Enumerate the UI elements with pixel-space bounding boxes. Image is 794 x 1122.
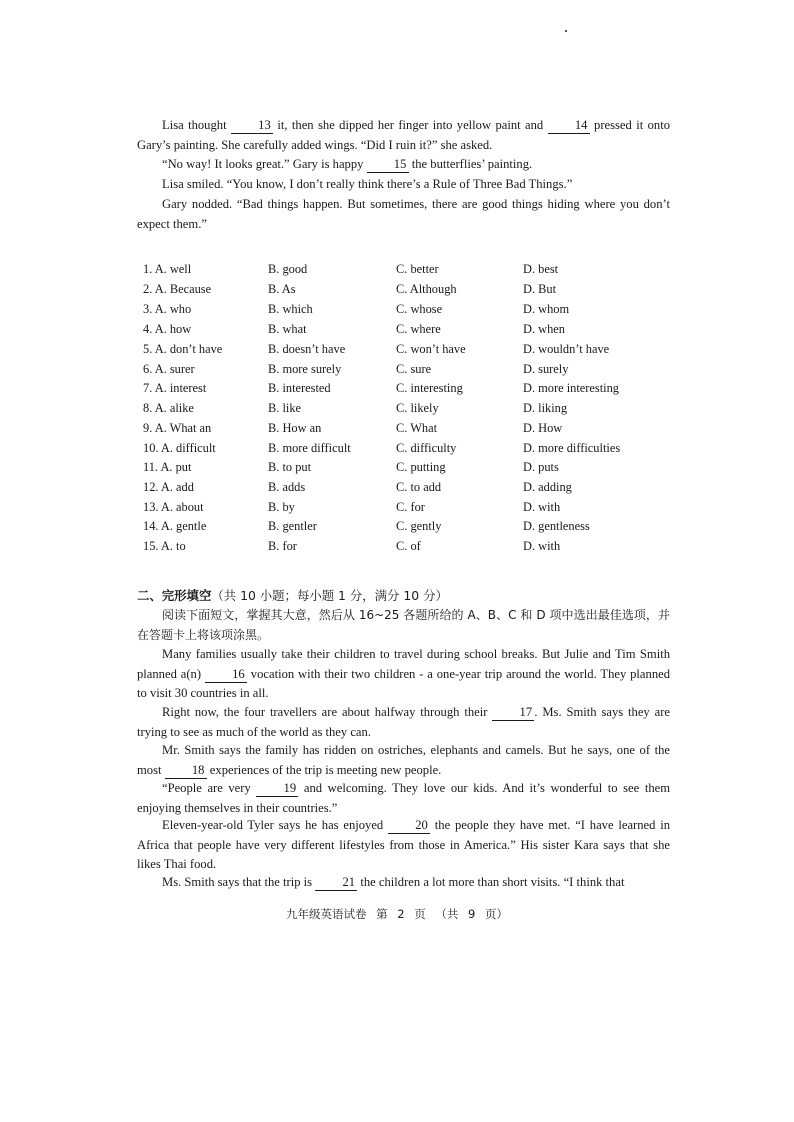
option-row — [143, 460, 683, 480]
option-b: B. doesn’t have — [268, 342, 346, 356]
blank-16: 16 — [205, 667, 247, 683]
blank-19: 19 — [256, 781, 298, 797]
option-a: 11. A. put — [143, 460, 192, 474]
passage-paragraph-4: “People are very 19 and welcoming. They love our kids. And it’s wonderful to see them enjoying themselves in their countries.” — [137, 781, 670, 815]
option-c: C. What — [396, 421, 438, 435]
option-d: D. whom — [523, 302, 570, 316]
option-row — [143, 441, 683, 461]
option-d: D. with — [523, 500, 561, 514]
option-a: 6. A. surer — [143, 362, 195, 376]
option-d: D. wouldn’t have — [523, 342, 610, 356]
option-c: C. Although — [396, 282, 457, 296]
option-row — [143, 322, 683, 342]
section-heading — [137, 586, 448, 604]
option-d: D. more interesting — [523, 381, 620, 395]
option-a: 1. A. well — [143, 262, 192, 276]
option-d: D. But — [523, 282, 557, 296]
option-c: C. putting — [396, 460, 446, 474]
option-c: C. to add — [396, 480, 442, 494]
option-b: B. gentler — [268, 519, 317, 533]
option-a: 4. A. how — [143, 322, 192, 336]
scan-speck — [565, 30, 567, 32]
option-c: C. where — [396, 322, 441, 336]
option-row — [143, 262, 683, 282]
option-d: D. surely — [523, 362, 569, 376]
option-b: B. by — [268, 500, 295, 514]
option-b: B. good — [268, 262, 308, 276]
option-a: 12. A. add — [143, 480, 194, 494]
option-c: C. of — [396, 539, 421, 553]
blank-20: 20 — [388, 818, 430, 834]
blank-18: 18 — [165, 763, 207, 779]
option-c: C. won’t have — [396, 342, 466, 356]
option-d: D. more difficulties — [523, 441, 621, 455]
option-a: 9. A. What an — [143, 421, 212, 435]
option-d: D. when — [523, 322, 565, 336]
option-row — [143, 500, 683, 520]
story-paragraph-2: “No way! It looks great.” Gary is happy 15 the butterflies’ painting. — [162, 157, 533, 171]
option-c: C. difficulty — [396, 441, 457, 455]
option-a: 10. A. difficult — [143, 441, 216, 455]
option-row — [143, 421, 683, 441]
option-row — [143, 282, 683, 302]
option-b: B. like — [268, 401, 302, 415]
option-c: C. likely — [396, 401, 439, 415]
option-c: C. for — [396, 500, 425, 514]
option-row — [143, 342, 683, 362]
section-title: 二、完形填空 — [137, 588, 212, 603]
page-number: 第 2 页 — [376, 907, 426, 921]
story-paragraph-1: Lisa thought 13 it, then she dipped her finger into yellow paint and 14 pressed it onto Gary’s painting. She carefully added wings. “Did I ruin it?” she asked. — [137, 118, 670, 152]
option-d: D. with — [523, 539, 561, 553]
blank-15: 15 — [367, 157, 409, 173]
story-paragraph-3: Lisa smiled. “You know, I don’t really think there’s a Rule of Three Bad Things.” — [162, 177, 573, 191]
option-b: B. adds — [268, 480, 306, 494]
option-row — [143, 401, 683, 421]
option-d: D. gentleness — [523, 519, 590, 533]
option-d: D. puts — [523, 460, 559, 474]
option-a: 14. A. gentle — [143, 519, 207, 533]
passage-paragraph-3: Mr. Smith says the family has ridden on ostriches, elephants and camels. But he says, one of the most 18 experiences of the trip is meeting new people. — [137, 743, 670, 777]
option-b: B. more surely — [268, 362, 342, 376]
option-c: C. gently — [396, 519, 442, 533]
option-b: B. How an — [268, 421, 322, 435]
option-d: D. liking — [523, 401, 568, 415]
option-b: B. for — [268, 539, 297, 553]
option-b: B. which — [268, 302, 313, 316]
option-a: 3. A. who — [143, 302, 192, 316]
blank-14: 14 — [548, 118, 590, 134]
option-d: D. How — [523, 421, 563, 435]
option-row — [143, 539, 683, 559]
passage-paragraph-5: Eleven-year-old Tyler says he has enjoyed 20 the people they have met. “I have learned in Africa that people have very different lifestyles from those in America.” His sister Kara says that she likes Thai food. — [137, 818, 670, 871]
passage-paragraph-2: Right now, the four travellers are about halfway through their 17 . Ms. Smith says they are trying to see as much of the world as they can. — [137, 705, 670, 739]
option-row — [143, 519, 683, 539]
option-b: B. more difficult — [268, 441, 351, 455]
option-a: 15. A. to — [143, 539, 186, 553]
section-note: （共 10 小题；每小题 1 分，满分 10 分） — [211, 588, 448, 603]
page-footer — [0, 906, 794, 922]
story-paragraph-4: Gary nodded. “Bad things happen. But sometimes, there are good things hiding where you don’t expect them.” — [137, 197, 670, 231]
passage-paragraph-6: Ms. Smith says that the trip is 21 the children a lot more than short visits. “I think that — [162, 875, 625, 889]
option-b: B. As — [268, 282, 296, 296]
option-d: D. best — [523, 262, 559, 276]
page-total: （共 9 页） — [435, 907, 509, 921]
option-b: B. to put — [268, 460, 312, 474]
blank-17: 17 — [492, 705, 534, 721]
option-a: 8. A. alike — [143, 401, 194, 415]
option-row — [143, 381, 683, 401]
option-row — [143, 362, 683, 382]
blank-13: 13 — [231, 118, 273, 134]
option-row — [143, 480, 683, 500]
passage-paragraph-1: Many families usually take their children to travel during school breaks. But Julie and Tim Smith planned a(n) 16 vocation with their two children - a one-year trip around the world. They planned to visit 30 countries in all. — [137, 647, 671, 700]
section-instructions: 阅读下面短文，掌握其大意，然后从 16~25 各题所给的 A、B、C 和 D 项中选出最佳选项，并在答题卡上将该项涂黑。 — [137, 608, 670, 642]
option-b: B. interested — [268, 381, 331, 395]
option-a: 2. A. Because — [143, 282, 212, 296]
option-c: C. better — [396, 262, 439, 276]
option-c: C. interesting — [396, 381, 463, 395]
option-c: C. whose — [396, 302, 443, 316]
option-row — [143, 302, 683, 322]
option-d: D. adding — [523, 480, 572, 494]
option-a: 5. A. don’t have — [143, 342, 223, 356]
blank-21: 21 — [315, 875, 357, 891]
option-a: 7. A. interest — [143, 381, 207, 395]
exam-name: 九年级英语试卷 — [285, 907, 367, 921]
option-c: C. sure — [396, 362, 432, 376]
option-a: 13. A. about — [143, 500, 204, 514]
option-b: B. what — [268, 322, 307, 336]
